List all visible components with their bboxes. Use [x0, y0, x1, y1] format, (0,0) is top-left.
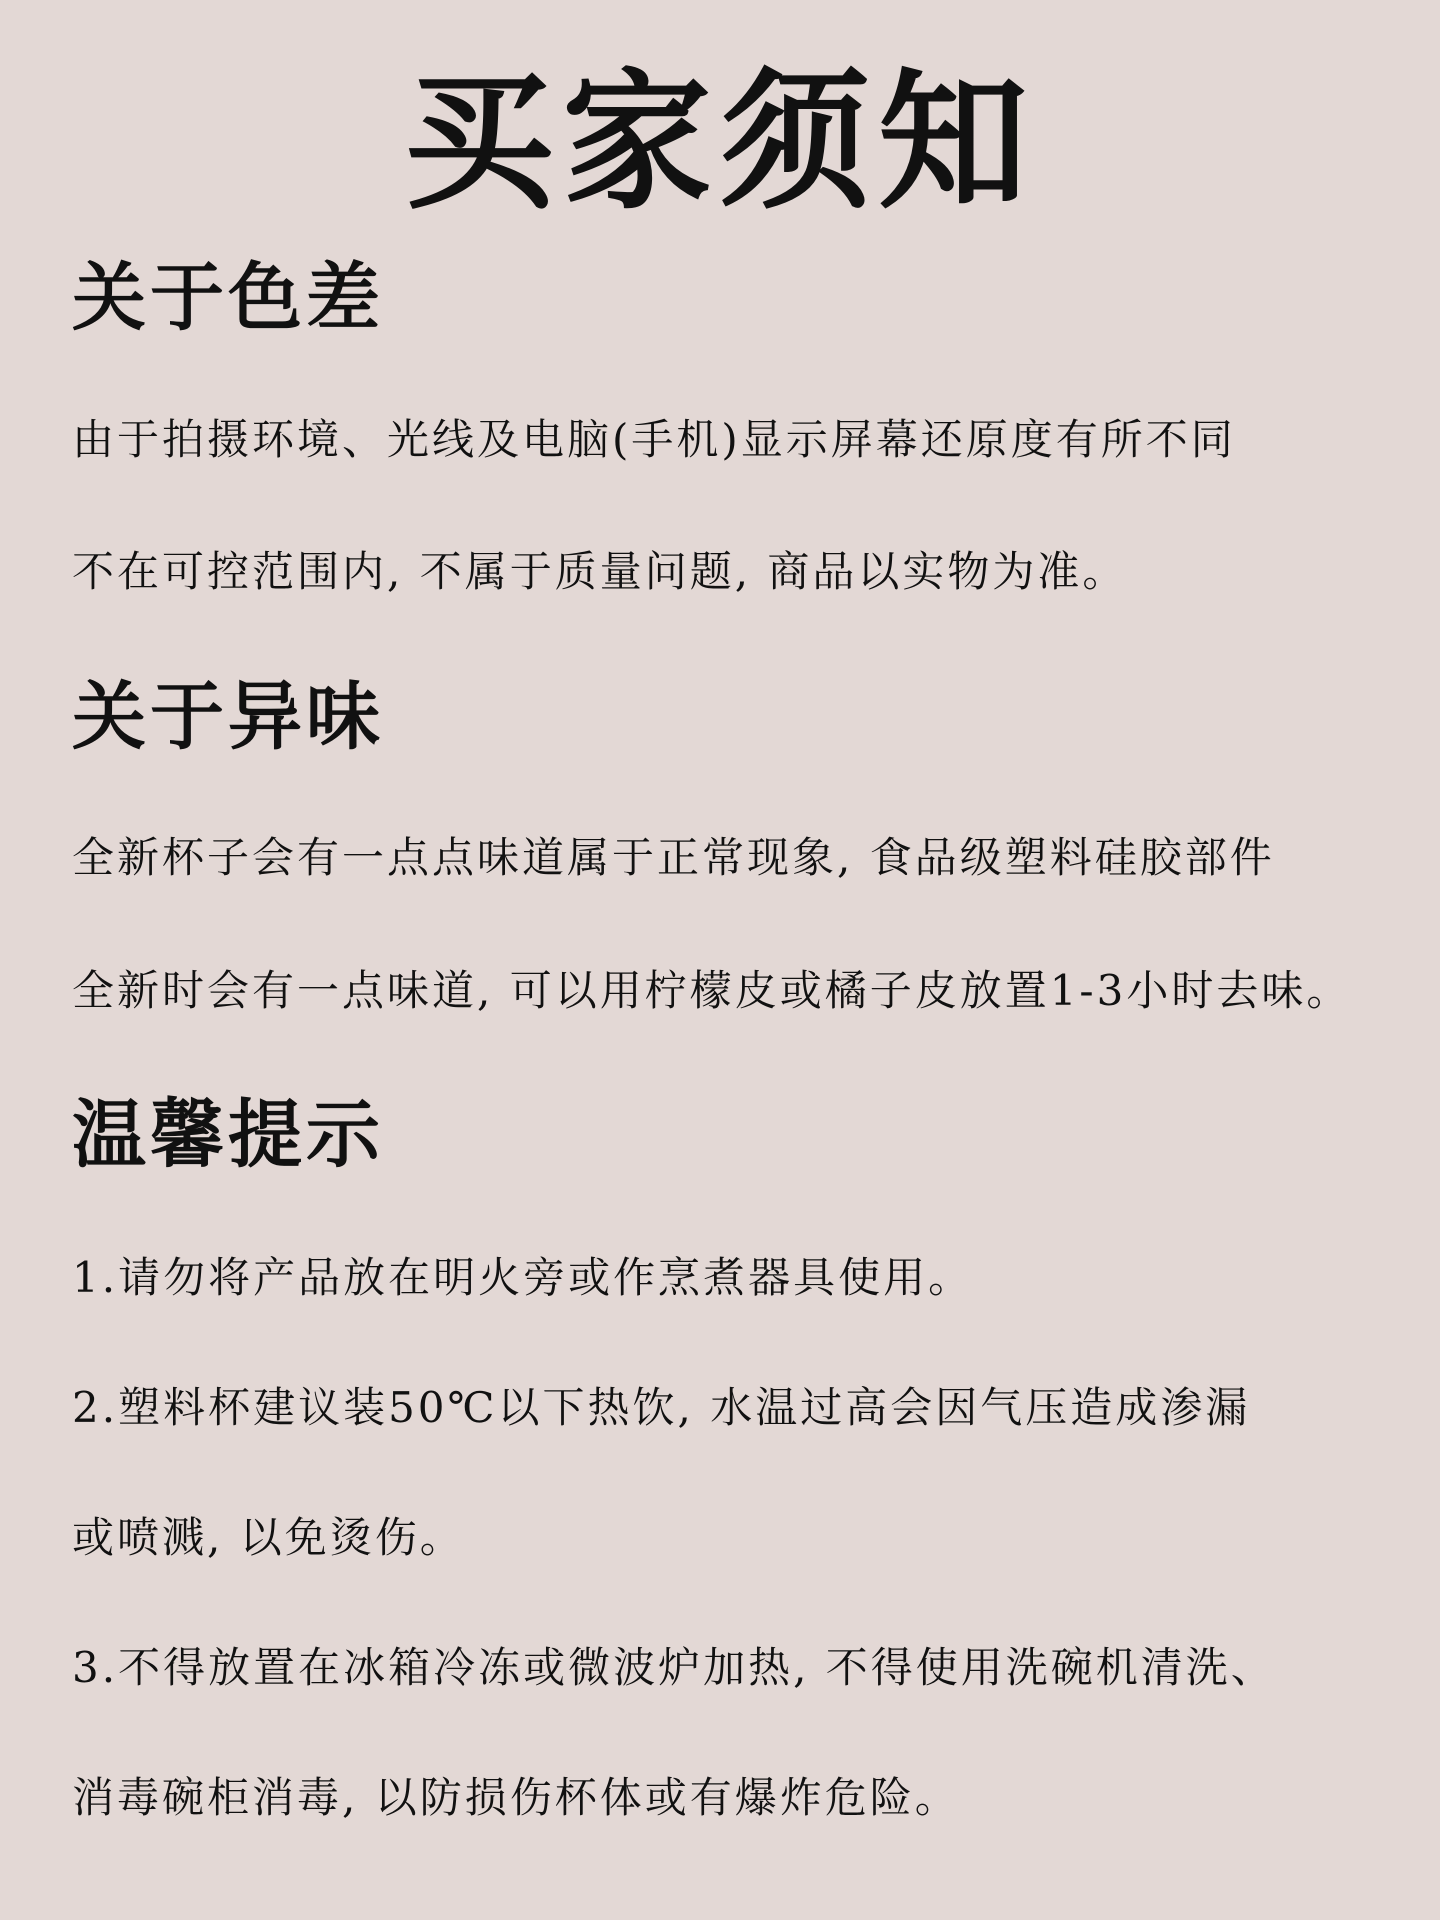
tips-text-line-3: 或喷溅, 以免烫伤。 — [72, 1513, 465, 1562]
section-heading-color-difference: 关于色差 — [72, 255, 384, 341]
section-heading-tips: 温馨提示 — [72, 1092, 384, 1178]
color-difference-text-line-2: 不在可控范围内, 不属于质量问题, 商品以实物为准。 — [72, 547, 1128, 596]
tips-text-line-5: 消毒碗柜消毒, 以防损伤杯体或有爆炸危险。 — [72, 1773, 960, 1822]
section-heading-odor: 关于异味 — [72, 674, 384, 760]
color-difference-text-line-1: 由于拍摄环境、光线及电脑(手机)显示屏幕还原度有所不同 — [72, 415, 1236, 464]
tips-text-line-4: 3.不得放置在冰箱冷冻或微波炉加热, 不得使用洗碗机清洗、 — [72, 1643, 1276, 1692]
tips-text-line-2: 2.塑料杯建议装50℃以下热饮, 水温过高会因气压造成渗漏 — [72, 1383, 1251, 1432]
page-title: 买家须知 — [403, 54, 1036, 230]
odor-text-line-2: 全新时会有一点味道, 可以用柠檬皮或橘子皮放置1-3小时去味。 — [72, 966, 1352, 1015]
odor-text-line-1: 全新杯子会有一点点味道属于正常现象, 食品级塑料硅胶部件 — [72, 833, 1275, 882]
tips-text-line-1: 1.请勿将产品放在明火旁或作烹煮器具使用。 — [72, 1253, 974, 1302]
